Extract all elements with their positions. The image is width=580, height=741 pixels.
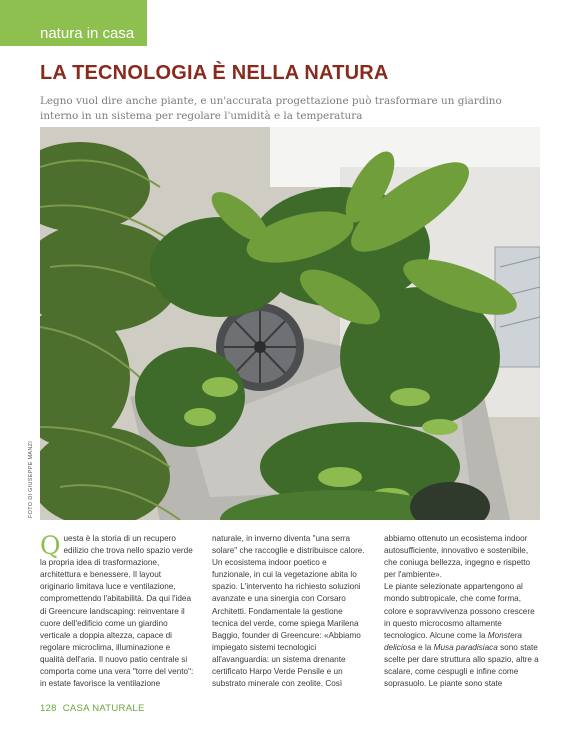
headline-rest: È NELLA NATURA: [206, 62, 389, 84]
column-3-text-b: [384, 581, 540, 690]
column-2-text: naturale, in inverno diventa "una serra solare" che raccoglie e distribuisce calore. Un ecosistema indoor poetico e funzionale, in cui la vegetazione abita lo spazio. L'intervento ha richiesto soluzioni avanzate e una sinergia con Corsaro Architetti. Fondamentale la gestione tecnica del verde, come spiega Marilena Baggio, founder di Greencure: «Abbiamo impiegato sistemi tecnologici all'avanguardia: un sistema drenante certificato Harpo Verde Pensile e un substrato minerale con zeolite. Così: [212, 534, 365, 689]
article-body: [40, 533, 540, 703]
article-headline: [40, 62, 540, 85]
text-run: e la: [415, 642, 434, 652]
text-run: sono state scelte per dare struttura allo spazio, altre a scalare, come cespugli e infine come soprasuolo. Le piante sono state: [384, 642, 539, 689]
page-folio: [40, 703, 145, 714]
article-column-2: [212, 533, 368, 703]
article-column-3: [384, 533, 540, 703]
patio-garden-photo: [40, 127, 540, 520]
drop-cap: Q: [40, 531, 61, 560]
plant-name: Monstera deliciosa: [384, 630, 522, 652]
page-number: 128: [40, 703, 57, 714]
article-subtitle: Legno vuol dire anche piante, e un'accurata progettazione può trasformare un giardino interno in un sistema per regolare l'umidità e la temperatura: [40, 95, 502, 122]
plant-name: Musa paradisiaca: [433, 642, 498, 652]
magazine-name: CASA NATURALE: [62, 703, 145, 714]
article-column-1: [40, 533, 196, 703]
column-1-text: uesta è la storia di un recupero edilizio che trova nello spazio verde la propria idea di trasformazione, architettura e benessere. Il layout originario limitava luce e ventilazione, compromettendo l'abitabilità. Da qui l'idea di Greencure landscaping: reinventare il cuore dell'edificio come un giardino verticale a doppia altezza, capace di regolare microclima, illuminazione e qualità dell'aria. Il nuovo patio centrale si comporta come una vera "torre del vento": in estate favorisce la ventilazione: [40, 534, 194, 689]
section-tab: [0, 0, 147, 46]
text-run: Le piante selezionate appartengono al mondo subtropicale, che come forma, colore e sopravvivenza possono crescere in questo microcosmo altamente tecnologico. Alcune come la: [384, 582, 535, 640]
headline-bold: LA TECNOLOGIA: [40, 62, 207, 84]
photo-credit: FOTO DI GIUSEPPE MANZI: [28, 440, 34, 518]
patio-garden-illustration: [40, 127, 540, 520]
article-paragraph: [40, 533, 196, 690]
section-tab-label: natura in casa: [40, 25, 135, 42]
column-3-text-a: abbiamo ottenuto un ecosistema indoor autosufficiente, innovativo e sostenibile, che coniuga bellezza, ingegno e rispetto per l'ambiente».: [384, 534, 531, 580]
